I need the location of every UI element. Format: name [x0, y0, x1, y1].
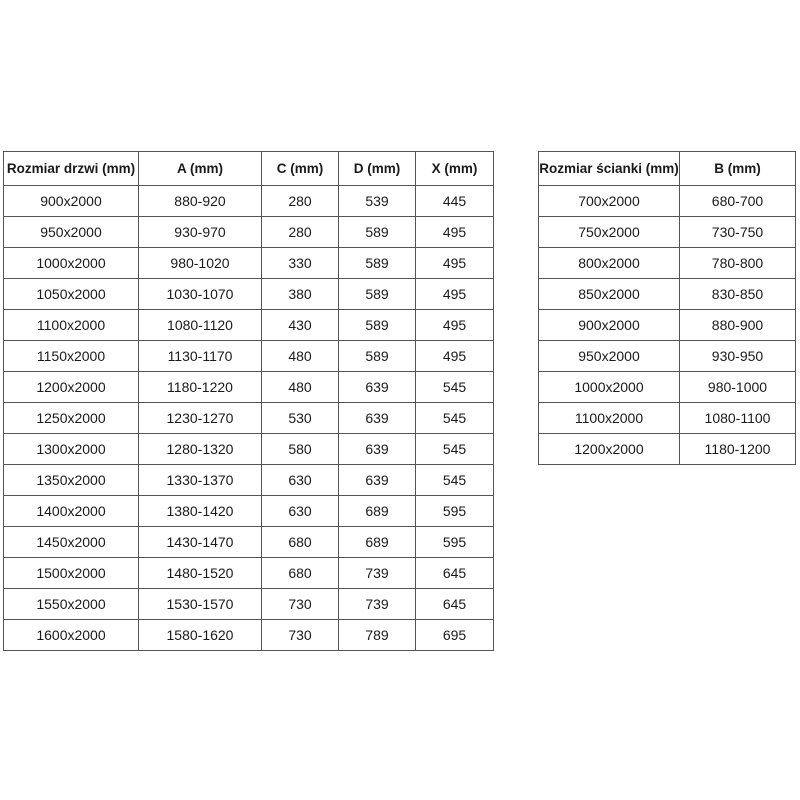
- table-cell: 595: [416, 527, 494, 558]
- table-row: [4, 403, 494, 434]
- table-cell: 689: [339, 496, 416, 527]
- table-cell: 1100x2000: [4, 310, 139, 341]
- table-cell: 639: [339, 403, 416, 434]
- table-cell: 700x2000: [539, 186, 680, 217]
- table-row: [4, 372, 494, 403]
- wall-dimensions-table: [538, 151, 796, 465]
- table-cell: 850x2000: [539, 279, 680, 310]
- table-row: [4, 186, 494, 217]
- table-cell: 639: [339, 372, 416, 403]
- table-cell: 1550x2000: [4, 589, 139, 620]
- table-row: [539, 186, 796, 217]
- table-cell: 780-800: [680, 248, 796, 279]
- table-cell: 680-700: [680, 186, 796, 217]
- table-cell: 1350x2000: [4, 465, 139, 496]
- table-row: [4, 248, 494, 279]
- table-cell: 680: [262, 527, 339, 558]
- table-row: [539, 341, 796, 372]
- table-row: [539, 372, 796, 403]
- table-cell: 595: [416, 496, 494, 527]
- table-cell: 739: [339, 589, 416, 620]
- table-row: [539, 310, 796, 341]
- table-cell: 1200x2000: [539, 434, 680, 465]
- table-cell: 545: [416, 372, 494, 403]
- table-cell: 280: [262, 186, 339, 217]
- table-cell: 930-970: [139, 217, 262, 248]
- table-cell: 545: [416, 465, 494, 496]
- table-cell: 1530-1570: [139, 589, 262, 620]
- table-cell: 1130-1170: [139, 341, 262, 372]
- table-cell: 1030-1070: [139, 279, 262, 310]
- table-cell: 1280-1320: [139, 434, 262, 465]
- table-row: [4, 558, 494, 589]
- table-cell: 680: [262, 558, 339, 589]
- table-cell: 1080-1100: [680, 403, 796, 434]
- table-cell: 900x2000: [4, 186, 139, 217]
- table-cell: 880-920: [139, 186, 262, 217]
- table-row: [539, 434, 796, 465]
- table-cell: 589: [339, 341, 416, 372]
- table-cell: 639: [339, 465, 416, 496]
- table-cell: 730: [262, 589, 339, 620]
- table-cell: 1050x2000: [4, 279, 139, 310]
- table-cell: 1480-1520: [139, 558, 262, 589]
- table-cell: 789: [339, 620, 416, 651]
- table-cell: 880-900: [680, 310, 796, 341]
- table-cell: 630: [262, 465, 339, 496]
- table-cell: 1180-1220: [139, 372, 262, 403]
- table-row: [4, 341, 494, 372]
- table-cell: 539: [339, 186, 416, 217]
- table-row: [539, 279, 796, 310]
- table-cell: 1500x2000: [4, 558, 139, 589]
- table-cell: 495: [416, 279, 494, 310]
- table-cell: 1600x2000: [4, 620, 139, 651]
- table-cell: 1200x2000: [4, 372, 139, 403]
- table-row: [4, 279, 494, 310]
- table-cell: 930-950: [680, 341, 796, 372]
- table-cell: 1380-1420: [139, 496, 262, 527]
- table-cell: 630: [262, 496, 339, 527]
- table-row: [4, 217, 494, 248]
- table-cell: 589: [339, 310, 416, 341]
- table-cell: 1230-1270: [139, 403, 262, 434]
- table-cell: 495: [416, 217, 494, 248]
- table-cell: 1000x2000: [539, 372, 680, 403]
- table-cell: 495: [416, 341, 494, 372]
- table-cell: 730-750: [680, 217, 796, 248]
- table-cell: 730: [262, 620, 339, 651]
- table-cell: 1300x2000: [4, 434, 139, 465]
- table-cell: 695: [416, 620, 494, 651]
- table-cell: 980-1020: [139, 248, 262, 279]
- header-row: [539, 152, 796, 186]
- table-cell: 530: [262, 403, 339, 434]
- table-cell: 1330-1370: [139, 465, 262, 496]
- table-cell: 639: [339, 434, 416, 465]
- column-header: X (mm): [416, 152, 494, 186]
- table-row: [4, 589, 494, 620]
- column-header: B (mm): [680, 152, 796, 186]
- table-cell: 1080-1120: [139, 310, 262, 341]
- table-row: [4, 434, 494, 465]
- column-header: A (mm): [139, 152, 262, 186]
- table-cell: 1580-1620: [139, 620, 262, 651]
- table-cell: 1450x2000: [4, 527, 139, 558]
- table-cell: 495: [416, 310, 494, 341]
- header-row: [4, 152, 494, 186]
- table-cell: 495: [416, 248, 494, 279]
- table-cell: 445: [416, 186, 494, 217]
- table-row: [539, 217, 796, 248]
- table-cell: 645: [416, 589, 494, 620]
- table-cell: 480: [262, 341, 339, 372]
- table-cell: 280: [262, 217, 339, 248]
- table-cell: 545: [416, 403, 494, 434]
- table-cell: 1430-1470: [139, 527, 262, 558]
- table-cell: 380: [262, 279, 339, 310]
- table-cell: 330: [262, 248, 339, 279]
- table-cell: 800x2000: [539, 248, 680, 279]
- table-cell: 1000x2000: [4, 248, 139, 279]
- table-cell: 1180-1200: [680, 434, 796, 465]
- column-header: Rozmiar ścianki (mm): [539, 152, 680, 186]
- table-cell: 830-850: [680, 279, 796, 310]
- table-cell: 480: [262, 372, 339, 403]
- table-cell: 950x2000: [539, 341, 680, 372]
- table-cell: 1250x2000: [4, 403, 139, 434]
- table-cell: 750x2000: [539, 217, 680, 248]
- column-header: C (mm): [262, 152, 339, 186]
- column-header: Rozmiar drzwi (mm): [4, 152, 139, 186]
- table-row: [4, 310, 494, 341]
- table-cell: 1100x2000: [539, 403, 680, 434]
- column-header: D (mm): [339, 152, 416, 186]
- table-cell: 950x2000: [4, 217, 139, 248]
- table-cell: 589: [339, 279, 416, 310]
- table-cell: 739: [339, 558, 416, 589]
- table-cell: 900x2000: [539, 310, 680, 341]
- table-cell: 589: [339, 248, 416, 279]
- table-row: [539, 403, 796, 434]
- table-cell: 689: [339, 527, 416, 558]
- table-cell: 430: [262, 310, 339, 341]
- table-cell: 980-1000: [680, 372, 796, 403]
- table-row: [4, 496, 494, 527]
- table-row: [4, 527, 494, 558]
- door-dimensions-table: [3, 151, 494, 651]
- table-row: [4, 620, 494, 651]
- table-row: [4, 465, 494, 496]
- table-cell: 545: [416, 434, 494, 465]
- table-cell: 1400x2000: [4, 496, 139, 527]
- table-cell: 580: [262, 434, 339, 465]
- table-cell: 1150x2000: [4, 341, 139, 372]
- table-cell: 589: [339, 217, 416, 248]
- table-row: [539, 248, 796, 279]
- table-cell: 645: [416, 558, 494, 589]
